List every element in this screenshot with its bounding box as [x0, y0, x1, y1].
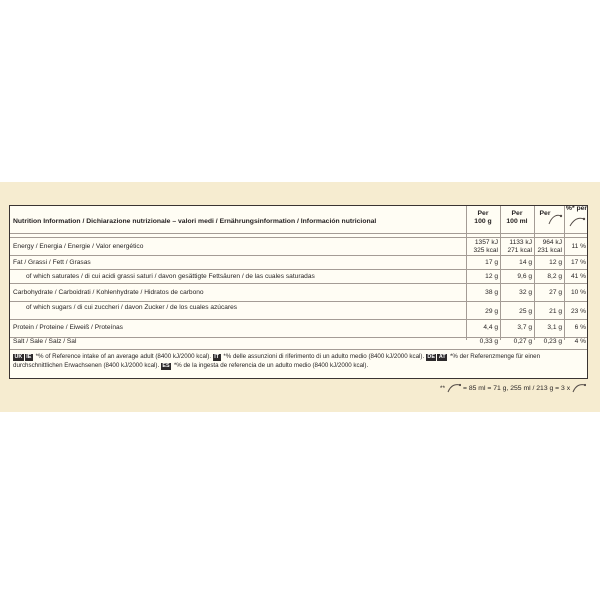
portion-swirl-icon	[572, 383, 586, 393]
table-row-sugars: of which sugars / di cui zuccheri / davon Zucker / de los cuales azúcares 29 g 25 g 21 g 23 %	[10, 302, 587, 320]
flag-it: IT	[214, 354, 220, 360]
flag-at: AT	[438, 354, 446, 360]
header-per-100ml: Per 100 ml	[506, 210, 528, 225]
table-row-fat: Fat / Grassi / Fett / Grasas 17 g 14 g 12 g 17 %	[10, 256, 587, 270]
portion-swirl-icon	[547, 212, 563, 226]
serving-note: ** = 85 ml = 71 g, 255 ml / 213 g = 3 x	[440, 383, 586, 393]
table-row-carbohydrate: Carbohydrate / Carboidrati / Kohlenhydrate / Hidratos de carbono 38 g 32 g 27 g 10 %	[10, 284, 587, 302]
flag-ie: IE	[26, 354, 32, 360]
reference-intake-footnote: UK IE *% of Reference intake of an average adult (8400 kJ/2000 kcal). IT *% delle assunzioni di riferimento di un adulto medio (8400 kJ/2000 kcal). DE AT *% der Referenzmenge für einen durchschnittlichen Erwachsenen (8400 kJ/2000 kcal). ES *% de la ingesta de referencia de un adulto medio (8400 kJ/2000 kcal).	[13, 353, 541, 369]
header-per-100g: Per 100 g	[474, 210, 492, 225]
table-row-energy: Energy / Energia / Energie / Valor energético 1357 kJ 325 kcal 1133 kJ 271 kcal 964 kJ 231 kcal 11 %	[10, 238, 587, 256]
flag-es: ES	[162, 363, 170, 369]
flag-de: DE	[427, 354, 435, 360]
portion-swirl-icon	[447, 383, 461, 393]
table-title: Nutrition Information / Dichiarazione nutrizionale – valori medi / Ernährungsinformation / Información nutricional	[13, 218, 377, 225]
table-row-saturates: of which saturates / di cui acidi grassi saturi / davon gesättigte Fettsäuren / de las cuales saturadas 12 g 9,6 g 8,2 g 41 %	[10, 270, 587, 284]
header-per-portion: Per	[539, 210, 551, 217]
table-row-protein: Protein / Proteine / Eiweiß / Proteínas 4,4 g 3,7 g 3,1 g 6 %	[10, 320, 587, 338]
nutrition-table	[9, 205, 588, 379]
header-row	[10, 206, 587, 234]
header-percent-ri: %* per	[565, 205, 588, 212]
percent-swirl-icon	[568, 216, 586, 228]
flag-uk: UK	[14, 354, 23, 360]
table-row-salt: Salt / Sale / Salz / Sal 0,33 g 0,27 g 0,23 g 4 %	[10, 334, 587, 350]
